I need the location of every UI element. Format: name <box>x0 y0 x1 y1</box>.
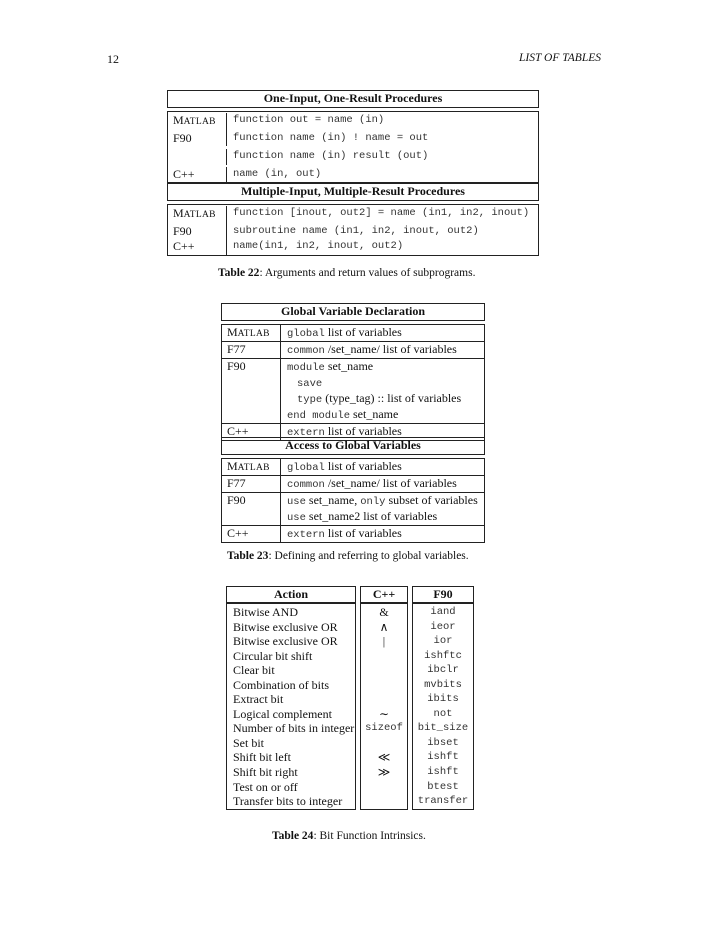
access-text: extern list of variables <box>287 526 402 541</box>
cpp-operator-cell <box>361 649 407 664</box>
language-label: C++ <box>168 167 227 183</box>
table-row <box>168 239 538 255</box>
cpp-operator-cell: ∼ <box>378 706 390 721</box>
access-text: use set_name, only subset of variables use set_name2 list of variables <box>287 493 478 524</box>
f90-intrinsic-cell: bit_size <box>417 722 469 735</box>
cpp-operator-cell: ∧ <box>379 619 389 634</box>
action-cell: Bitwise exclusive OR <box>233 619 338 634</box>
cpp-operator-cell: & <box>379 605 389 619</box>
f90-intrinsic-cell: ibset <box>427 736 459 749</box>
language-label: F90 <box>222 359 281 423</box>
table-row <box>222 325 484 341</box>
code-snippet: name (in, out) <box>233 167 322 180</box>
table-title: Multiple-Input, Multiple-Result Procedures <box>167 183 539 201</box>
code-snippet: function name (in) ! name = out <box>233 131 429 144</box>
action-cell: Shift bit right <box>233 765 298 780</box>
f90-intrinsic-cell: ior <box>433 635 453 648</box>
cpp-operator-cell: | <box>382 634 386 649</box>
table-row <box>168 113 538 131</box>
code-snippet: name(in1, in2, inout, out2) <box>233 240 404 252</box>
f90-intrinsic-cell: btest <box>427 780 459 793</box>
multiple-input-procedures-table <box>167 183 539 256</box>
language-label: F90 <box>168 224 227 240</box>
action-cell: Circular bit shift <box>233 648 313 663</box>
f90-intrinsic-cell: ibclr <box>427 664 459 677</box>
action-cell: Clear bit <box>233 663 275 678</box>
declaration-text: common /set_name/ list of variables <box>287 342 457 357</box>
table-title: Access to Global Variables <box>221 437 485 455</box>
access-global-variables-table <box>221 437 485 543</box>
f90-intrinsic-cell: mvbits <box>424 678 462 691</box>
table-row <box>168 149 538 165</box>
cpp-operator-cell <box>361 678 407 693</box>
table-title: One-Input, One-Result Procedures <box>167 90 539 108</box>
action-cell: Extract bit <box>233 692 284 707</box>
f90-intrinsic-cell: not <box>433 707 453 720</box>
code-snippet: function name (in) result (out) <box>233 150 429 162</box>
code-snippet: subroutine name (in1, in2, inout, out2) <box>233 224 479 237</box>
table-row <box>168 167 538 183</box>
table-row <box>222 476 484 492</box>
table-row <box>222 342 484 358</box>
table-22-caption: Table 22: Arguments and return values of subprograms. <box>218 267 476 279</box>
f90-intrinsic-cell: transfer <box>417 795 469 808</box>
code-snippet: function out = name (in) <box>233 114 385 126</box>
table-row <box>222 526 484 542</box>
language-label: F77 <box>222 342 281 358</box>
language-label: F77 <box>222 476 281 492</box>
cpp-operator-cell <box>361 794 407 809</box>
cpp-operator-cell <box>361 780 407 795</box>
table-row <box>222 459 484 475</box>
action-cell: Test on or off <box>233 779 298 794</box>
table-23-caption: Table 23: Defining and referring to global variables. <box>227 550 469 562</box>
action-cell: Set bit <box>233 735 265 750</box>
f90-intrinsic-cell: ishft <box>427 751 459 764</box>
f90-intrinsic-cell: ieor <box>430 620 456 633</box>
action-cell: Bitwise AND <box>233 605 299 619</box>
f90-intrinsic-cell: iand <box>430 606 456 618</box>
language-label: C++ <box>222 424 281 440</box>
declaration-text: module set_name save type (type_tag) :: list of variables end module set_name <box>287 359 462 422</box>
table-row <box>222 493 484 525</box>
access-text: common /set_name/ list of variables <box>287 476 457 491</box>
language-label <box>168 149 227 165</box>
language-label: MATLAB <box>168 113 227 131</box>
f90-column <box>412 603 474 810</box>
declaration-text: global list of variables <box>287 325 402 340</box>
access-text: global list of variables <box>287 459 402 474</box>
language-label: MATLAB <box>222 325 281 341</box>
table-24-caption: Table 24: Bit Function Intrinsics. <box>272 830 426 842</box>
f90-intrinsic-cell: ibits <box>427 693 459 706</box>
language-label: MATLAB <box>168 206 227 224</box>
table-row <box>222 359 484 423</box>
column-header-f90: F90 <box>412 586 474 603</box>
action-cell: Number of bits in integer <box>233 721 355 736</box>
action-column <box>226 603 356 810</box>
cpp-operator-cell <box>361 663 407 678</box>
language-label: C++ <box>168 239 227 255</box>
running-title: LIST OF TABLES <box>518 52 601 64</box>
column-header-action: Action <box>226 586 356 603</box>
language-label: C++ <box>222 526 281 542</box>
action-cell: Bitwise exclusive OR <box>233 634 338 649</box>
action-cell: Combination of bits <box>233 677 329 692</box>
table-title: Global Variable Declaration <box>221 303 485 321</box>
action-cell: Shift bit left <box>233 750 291 765</box>
action-cell: Logical complement <box>233 706 332 721</box>
language-label: MATLAB <box>222 459 281 475</box>
code-snippet: function [inout, out2] = name (in1, in2, inout) <box>233 207 530 219</box>
cpp-operator-cell: ≫ <box>377 765 391 780</box>
table-row <box>168 206 538 224</box>
table-row <box>168 224 538 240</box>
page-number: 12 <box>107 52 119 66</box>
declaration-text: extern list of variables <box>287 424 402 439</box>
action-cell: Transfer bits to integer <box>233 794 343 809</box>
language-label: F90 <box>222 493 281 525</box>
f90-intrinsic-cell: ishftc <box>424 649 462 662</box>
bit-table-body <box>226 603 474 810</box>
global-variable-declaration-table <box>221 303 485 441</box>
f90-intrinsic-cell: ishft <box>427 766 459 779</box>
cpp-operator-cell: sizeof <box>365 722 403 735</box>
language-label: F90 <box>168 131 227 147</box>
one-input-procedures-table <box>167 90 539 183</box>
column-header-cpp: C++ <box>360 586 408 603</box>
bit-table-header <box>226 586 474 603</box>
cpp-operator-cell <box>361 736 407 751</box>
table-row <box>168 131 538 147</box>
cpp-operator-cell: ≪ <box>377 750 391 765</box>
cpp-column <box>360 603 408 810</box>
cpp-operator-cell <box>361 692 407 707</box>
